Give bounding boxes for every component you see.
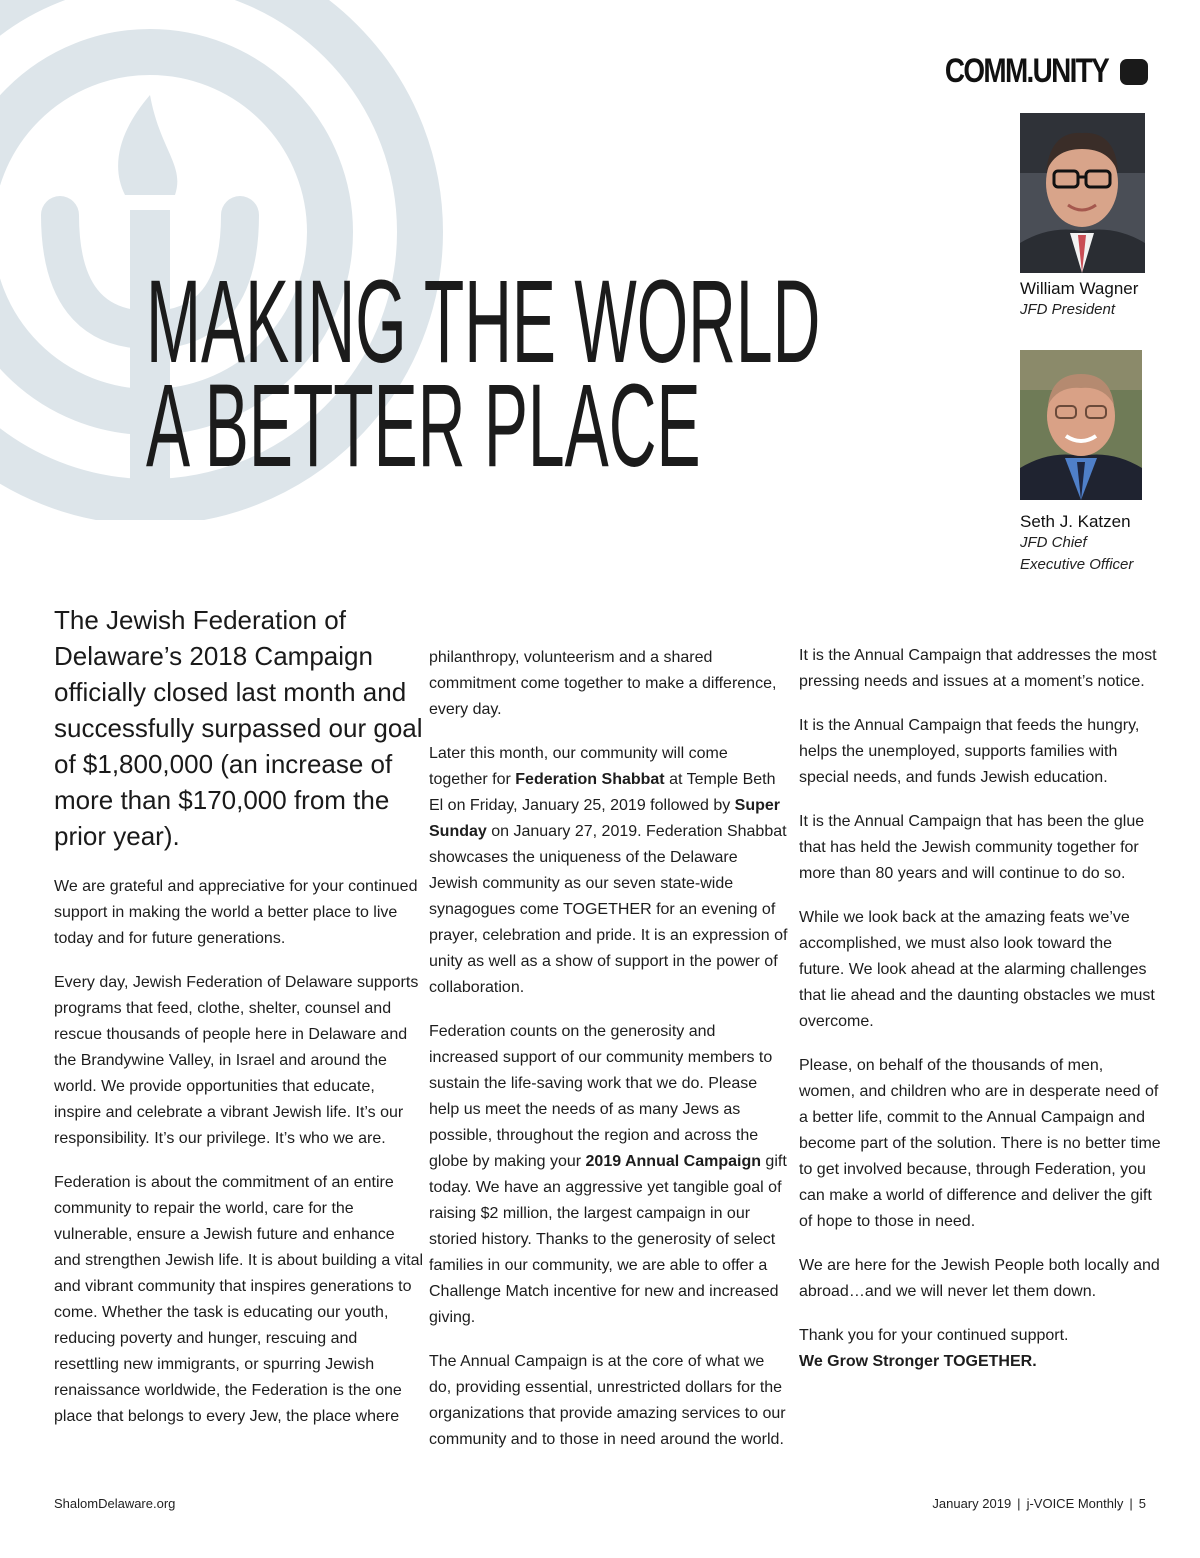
brand-mark-icon [1120,59,1148,85]
paragraph: It is the Annual Campaign that addresses the most pressing needs and issues at a moment’s notice. [799,647,1157,690]
annual-campaign-highlight: 2019 Annual Campaign [585,1153,761,1170]
section-brand [909,52,1148,91]
footer-issue-info: January 2019 | j-VOICE Monthly | 5 [932,1496,1146,1511]
paragraph: It is the Annual Campaign that has been the glue that has held the Jewish community together for more than 80 years and will continue to do so. [799,813,1145,882]
paragraph: We are here for the Jewish People both locally and abroad…and we will never let them down. [799,1257,1160,1300]
title-line-2: A BETTER PLACE [146,360,701,492]
footer-issue: January 2019 [932,1496,1012,1511]
article-column-1 [54,602,424,1448]
person-name: William Wagner [1020,279,1139,298]
event-super-sunday: Super Sunday [429,797,780,840]
article-column-2 [429,645,789,1471]
paragraph: Every day, Jewish Federation of Delaware supports programs that feed, clothe, shelter, counsel and rescue thousands of people here in Delaware and the Brandywine Valley, in Israel and around the world. We provide opportunities that educate, inspire and celebrate a vibrant Jewish life. It’s our responsibility. It’s our privilege. It’s who we are. [54,974,419,1147]
paragraph: We are grateful and appreciative for your continued support in making the world a better place to live today and for future generations. [54,878,418,947]
portrait-photo-1 [1020,113,1145,273]
paragraph: Later this month, our community will come together for Federation Shabbat at Temple Beth El on Friday, January 25, 2019 followed by Super Sunday on January 27, 2019. Federation Shabbat showcases the uniqueness of the Delaware Jewish community as our seven state-wide synagogues come TOGETHER for an evening of prayer, celebration and pride. It is an expression of unity as well as a show of support in the power of collaboration. [429,745,788,996]
article-column-3 [799,643,1161,1393]
paragraph: While we look back at the amazing feats we’ve accomplished, we must also look toward the future. We look ahead at the alarming challenges that lie ahead and the daunting obstacles we must overcome. [799,909,1155,1030]
page-number: 5 [1138,1496,1146,1511]
brand-label: COMM.UNITY [944,52,1108,90]
lead-paragraph: The Jewish Federation of Delaware’s 2018 Campaign officially closed last month and successfully surpassed our goal of $1,800,000 (an increase of more than $170,000 from the prior year). [54,605,423,851]
event-federation-shabbat: Federation Shabbat [515,771,665,788]
person-role-continued: Executive Officer [1020,556,1134,573]
portrait-william-wagner [1020,113,1145,321]
paragraph: philanthropy, volunteerism and a shared commitment come together to make a difference, every day. [429,649,777,718]
portrait-photo-2 [1020,350,1142,500]
footer-publication: j-VOICE Monthly [1026,1496,1124,1511]
paragraph: Please, on behalf of the thousands of men, women, and children who are in desperate need of a better life, commit to the Annual Campaign and become part of the solution. There is no better time to get involved because, through Federation, you can make a world of difference and deliver the gift of hope to those in need. [799,1057,1161,1230]
paragraph: The Annual Campaign is at the core of what we do, providing essential, unrestricted dollars for the organizations that provide amazing services to our community and to those in need around the world. [429,1353,786,1448]
closing-thanks: Thank you for your continued support. [799,1327,1069,1344]
portrait-seth-katzen [1020,350,1142,576]
person-name: Seth J. Katzen [1020,512,1131,531]
paragraph: It is the Annual Campaign that feeds the hungry, helps the unemployed, supports families with special needs, and funds Jewish education. [799,717,1140,786]
paragraph: Federation counts on the generosity and increased support of our community members to sustain the life-saving work that we do. Please help us meet the needs of as many Jews as possible, throughout the region and across the globe by making your 2019 Annual Campaign gift today. We have an aggressive yet tangible goal of raising $2 million, the largest campaign in our storied history. Thanks to the generosity of select families in our community, we are able to offer a Challenge Match incentive for new and increased giving. [429,1023,787,1326]
paragraph: Federation is about the commitment of an entire community to repair the world, care for the vulnerable, ensure a Jewish future and enhance and strengthen Jewish life. It is about building a vital and vibrant community that inspires generations to come. Whether the task is educating our youth, reducing poverty and hunger, rescuing and resettling new immigrants, or spurring Jewish renaissance worldwide, the Federation is the one place that belongs to every Jew, the place where [54,1174,424,1425]
footer-site: ShalomDelaware.org [54,1496,176,1511]
person-role: JFD Chief [1020,534,1087,551]
closing-tagline: We Grow Stronger TOGETHER. [799,1353,1037,1370]
title-line-1: MAKING THE WORLD [146,256,821,388]
person-role: JFD President [1020,301,1116,318]
page-title [146,256,821,492]
